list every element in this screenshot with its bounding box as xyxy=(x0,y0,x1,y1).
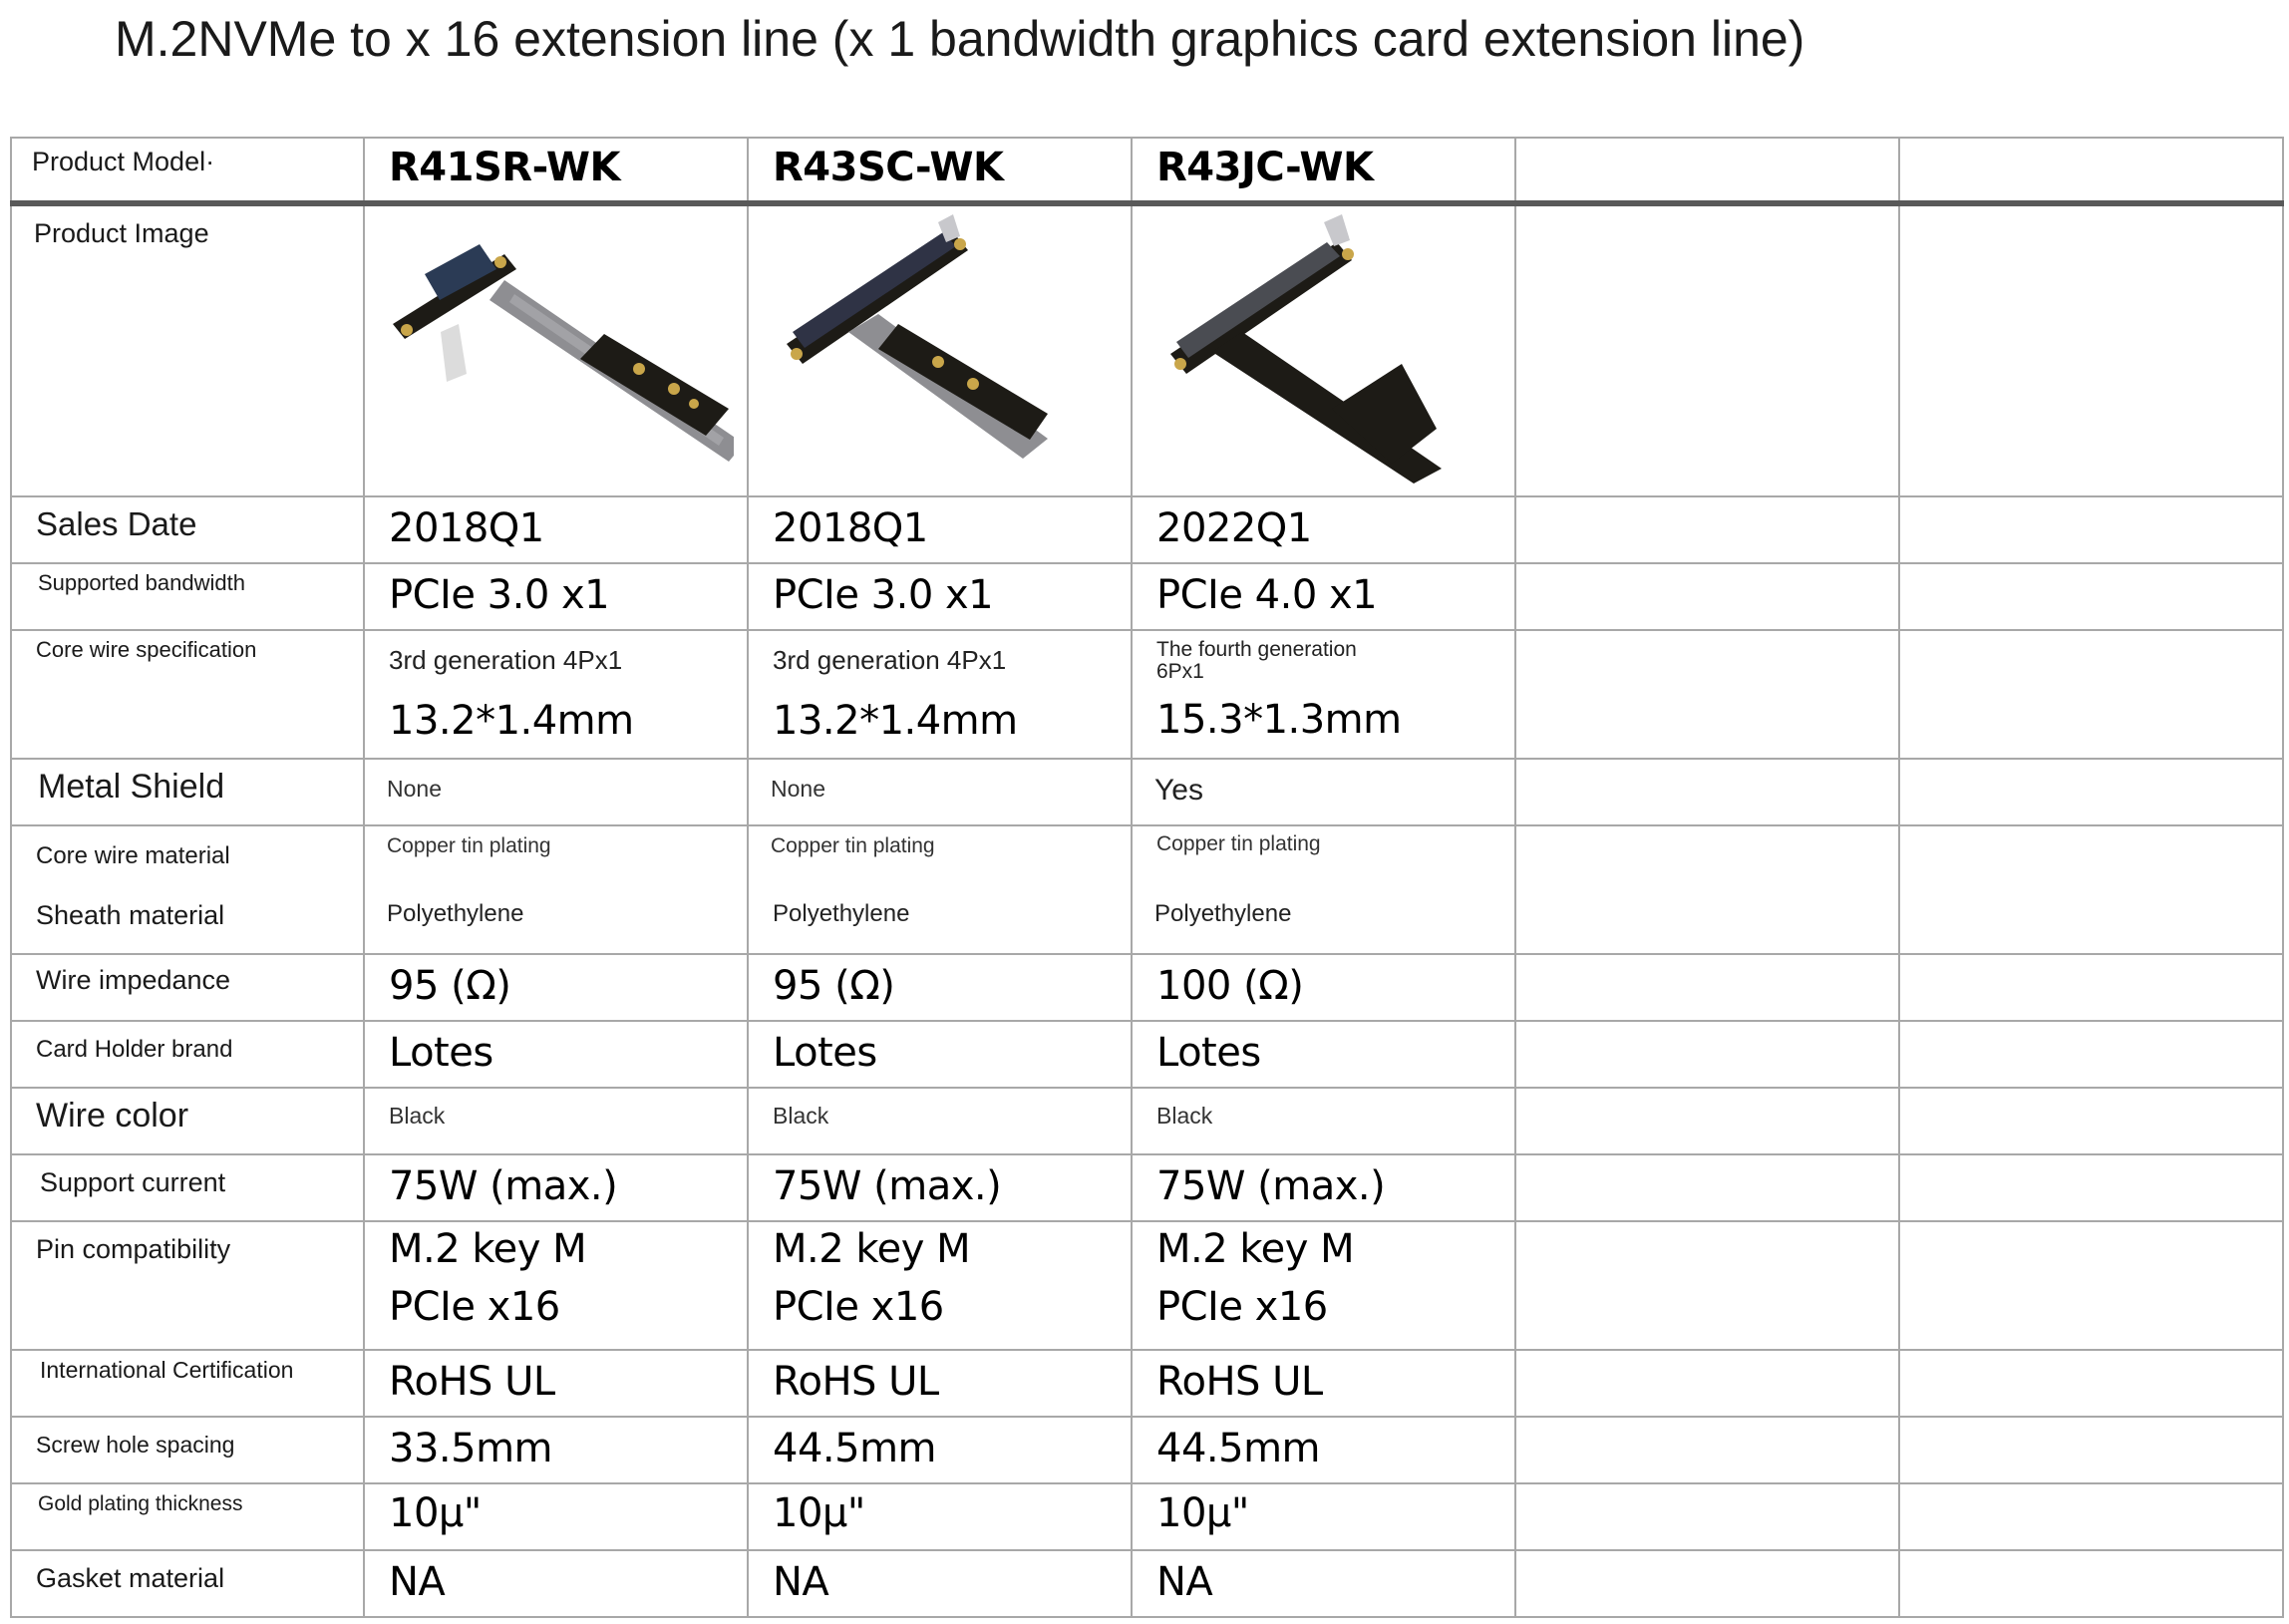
empty-cell xyxy=(1515,1088,1899,1154)
empty-cell xyxy=(1515,1483,1899,1550)
row-gold-plating-thickness xyxy=(11,1483,2283,1550)
certification-value: RoHS UL xyxy=(773,1359,939,1405)
value-cell xyxy=(1132,563,1515,630)
row-sales-date xyxy=(11,496,2283,563)
pin-compat-line-1: M.2 key M xyxy=(773,1226,971,1272)
value-cell xyxy=(748,1417,1132,1483)
label-cell xyxy=(11,825,364,954)
core-spec-desc: 3rd generation 4Px1 xyxy=(773,645,1007,675)
row-pin-compatibility xyxy=(11,1221,2283,1350)
row-label: Support current xyxy=(40,1167,226,1197)
value-cell xyxy=(1132,1021,1515,1088)
empty-cell xyxy=(1515,825,1899,954)
current-value: 75W (max.) xyxy=(773,1163,1002,1209)
label-cell xyxy=(11,1483,364,1550)
product-image-cell xyxy=(748,203,1132,496)
value-cell xyxy=(364,1088,748,1154)
pin-compat-line-1: M.2 key M xyxy=(389,1226,587,1272)
row-label: Core wire material xyxy=(36,842,230,869)
value-cell xyxy=(748,1550,1132,1617)
model-name: R43JC-WK xyxy=(1156,145,1374,190)
value-cell xyxy=(364,1221,748,1350)
pin-compat-line-1: M.2 key M xyxy=(1156,1226,1355,1272)
label-cell xyxy=(11,630,364,759)
empty-cell xyxy=(1899,1021,2283,1088)
value-cell xyxy=(1132,1350,1515,1417)
sheath-material-value: Polyethylene xyxy=(387,900,524,927)
value-cell xyxy=(748,630,1132,759)
pin-compat-line-2: PCIe x16 xyxy=(773,1284,944,1330)
product-cell xyxy=(1132,138,1515,203)
value-cell xyxy=(1132,1550,1515,1617)
value-cell xyxy=(364,496,748,563)
empty-cell xyxy=(1899,138,2283,203)
value-cell xyxy=(748,1088,1132,1154)
row-intl-certification xyxy=(11,1350,2283,1417)
core-spec-size: 13.2*1.4mm xyxy=(773,698,1018,744)
row-label: Sheath material xyxy=(36,900,225,930)
value-cell xyxy=(1132,1417,1515,1483)
value-cell xyxy=(364,630,748,759)
gasket-value: NA xyxy=(773,1559,829,1605)
current-value: 75W (max.) xyxy=(1156,1163,1386,1209)
model-name: R41SR-WK xyxy=(389,145,620,190)
page-title: M.2NVMe to x 16 extension line (x 1 bandwidth graphics card extension line) xyxy=(115,11,1805,67)
wire-color-value: Black xyxy=(773,1103,829,1129)
empty-cell xyxy=(1899,1417,2283,1483)
value-cell xyxy=(748,1221,1132,1350)
value-cell xyxy=(1132,825,1515,954)
empty-cell xyxy=(1899,1550,2283,1617)
bandwidth-value: PCIe 4.0 x1 xyxy=(1156,572,1378,618)
value-cell xyxy=(748,1021,1132,1088)
value-cell xyxy=(364,825,748,954)
core-spec-size: 13.2*1.4mm xyxy=(389,698,634,744)
gold-thickness-value: 10μ" xyxy=(773,1490,865,1536)
value-cell xyxy=(748,1154,1132,1221)
label-cell xyxy=(11,1088,364,1154)
value-cell xyxy=(1132,1154,1515,1221)
label-cell xyxy=(11,138,364,203)
row-screw-hole-spacing xyxy=(11,1417,2283,1483)
row-label: Product Image xyxy=(34,218,209,248)
row-label: Sales Date xyxy=(36,505,197,542)
row-wire-color xyxy=(11,1088,2283,1154)
gasket-value: NA xyxy=(389,1559,446,1605)
screw-spacing-value: 33.5mm xyxy=(389,1426,552,1471)
value-cell xyxy=(364,954,748,1021)
label-cell xyxy=(11,1350,364,1417)
row-supported-bandwidth xyxy=(11,563,2283,630)
sales-date-value: 2018Q1 xyxy=(773,505,928,551)
bandwidth-value: PCIe 3.0 x1 xyxy=(389,572,610,618)
row-label: Supported bandwidth xyxy=(38,570,245,595)
empty-cell xyxy=(1515,203,1899,496)
value-cell xyxy=(1132,954,1515,1021)
row-wire-impedance xyxy=(11,954,2283,1021)
metal-shield-value: None xyxy=(387,776,442,802)
empty-cell xyxy=(1515,1350,1899,1417)
empty-cell xyxy=(1515,1550,1899,1617)
row-label: Metal Shield xyxy=(38,768,225,806)
empty-cell xyxy=(1899,203,2283,496)
label-cell xyxy=(11,203,364,496)
card-holder-value: Lotes xyxy=(773,1030,877,1076)
row-label: Card Holder brand xyxy=(36,1036,233,1063)
core-spec-desc: 3rd generation 4Px1 xyxy=(389,645,623,675)
sheath-material-value: Polyethylene xyxy=(773,900,910,927)
empty-cell xyxy=(1899,759,2283,825)
empty-cell xyxy=(1515,496,1899,563)
value-cell xyxy=(1132,759,1515,825)
pin-compat-line-2: PCIe x16 xyxy=(1156,1284,1328,1330)
core-spec-desc: The fourth generation 6Px1 xyxy=(1156,638,1357,683)
label-cell xyxy=(11,1021,364,1088)
label-cell xyxy=(11,1550,364,1617)
empty-cell xyxy=(1515,563,1899,630)
value-cell xyxy=(748,1350,1132,1417)
screw-spacing-value: 44.5mm xyxy=(773,1426,936,1471)
empty-cell xyxy=(1899,1350,2283,1417)
empty-cell xyxy=(1899,1088,2283,1154)
gold-thickness-value: 10μ" xyxy=(389,1490,482,1536)
empty-cell xyxy=(1515,759,1899,825)
empty-cell xyxy=(1515,1021,1899,1088)
label-cell xyxy=(11,954,364,1021)
row-materials xyxy=(11,825,2283,954)
empty-cell xyxy=(1515,630,1899,759)
metal-shield-value: None xyxy=(771,776,825,802)
label-cell xyxy=(11,1417,364,1483)
value-cell xyxy=(364,1350,748,1417)
row-label: Wire color xyxy=(36,1097,189,1135)
value-cell xyxy=(1132,1221,1515,1350)
value-cell xyxy=(1132,496,1515,563)
card-holder-value: Lotes xyxy=(389,1030,493,1076)
impedance-value: 95 (Ω) xyxy=(389,963,511,1009)
value-cell xyxy=(364,1021,748,1088)
empty-cell xyxy=(1899,954,2283,1021)
product-image-r41sr xyxy=(385,214,734,484)
impedance-value: 100 (Ω) xyxy=(1156,963,1304,1009)
label-cell xyxy=(11,1154,364,1221)
row-label: Gasket material xyxy=(36,1563,225,1593)
product-image-cell xyxy=(364,203,748,496)
product-image-cell xyxy=(1132,203,1515,496)
row-label: Product Model· xyxy=(32,147,215,176)
pin-compat-line-2: PCIe x16 xyxy=(389,1284,560,1330)
row-label: Gold plating thickness xyxy=(38,1492,243,1515)
value-cell xyxy=(748,825,1132,954)
value-cell xyxy=(748,1483,1132,1550)
sales-date-value: 2022Q1 xyxy=(1156,505,1312,551)
product-cell xyxy=(364,138,748,203)
label-cell xyxy=(11,1221,364,1350)
value-cell xyxy=(364,1550,748,1617)
row-label: Wire impedance xyxy=(36,965,231,995)
empty-cell xyxy=(1899,1154,2283,1221)
value-cell xyxy=(748,496,1132,563)
row-gasket-material xyxy=(11,1550,2283,1617)
value-cell xyxy=(364,1417,748,1483)
current-value: 75W (max.) xyxy=(389,1163,618,1209)
row-card-holder-brand xyxy=(11,1021,2283,1088)
value-cell xyxy=(748,954,1132,1021)
label-cell xyxy=(11,563,364,630)
empty-cell xyxy=(1899,1221,2283,1350)
value-cell xyxy=(748,563,1132,630)
model-name: R43SC-WK xyxy=(773,145,1004,190)
empty-cell xyxy=(1515,954,1899,1021)
empty-cell xyxy=(1899,563,2283,630)
screw-spacing-value: 44.5mm xyxy=(1156,1426,1320,1471)
empty-cell xyxy=(1899,1483,2283,1550)
label-cell xyxy=(11,759,364,825)
row-support-current xyxy=(11,1154,2283,1221)
row-product-image xyxy=(11,203,2283,496)
core-wire-material-value: Copper tin plating xyxy=(771,834,935,857)
row-label: Screw hole spacing xyxy=(36,1432,235,1458)
sales-date-value: 2018Q1 xyxy=(389,505,544,551)
empty-cell xyxy=(1515,1417,1899,1483)
empty-cell xyxy=(1899,630,2283,759)
core-wire-material-value: Copper tin plating xyxy=(1156,832,1321,855)
gasket-value: NA xyxy=(1156,1559,1213,1605)
row-metal-shield xyxy=(11,759,2283,825)
row-label: Core wire specification xyxy=(36,637,257,662)
gold-thickness-value: 10μ" xyxy=(1156,1490,1249,1536)
row-core-wire-spec xyxy=(11,630,2283,759)
row-label: International Certification xyxy=(40,1357,294,1383)
value-cell xyxy=(748,759,1132,825)
bandwidth-value: PCIe 3.0 x1 xyxy=(773,572,994,618)
empty-cell xyxy=(1515,1221,1899,1350)
product-image-r43sc xyxy=(769,214,1118,484)
product-image-r43jc xyxy=(1152,214,1501,484)
value-cell xyxy=(1132,1483,1515,1550)
label-cell xyxy=(11,496,364,563)
wire-color-value: Black xyxy=(1156,1103,1213,1129)
empty-cell xyxy=(1899,825,2283,954)
core-spec-size: 15.3*1.3mm xyxy=(1156,697,1402,743)
row-label: Pin compatibility xyxy=(36,1234,231,1264)
spec-table xyxy=(10,137,2284,1618)
empty-cell xyxy=(1899,496,2283,563)
card-holder-value: Lotes xyxy=(1156,1030,1261,1076)
core-wire-material-value: Copper tin plating xyxy=(387,834,551,857)
value-cell xyxy=(1132,630,1515,759)
value-cell xyxy=(364,759,748,825)
sheath-material-value: Polyethylene xyxy=(1154,900,1292,927)
product-cell xyxy=(748,138,1132,203)
empty-cell xyxy=(1515,1154,1899,1221)
value-cell xyxy=(1132,1088,1515,1154)
row-product-model xyxy=(11,138,2283,203)
empty-cell xyxy=(1515,138,1899,203)
wire-color-value: Black xyxy=(389,1103,446,1129)
certification-value: RoHS UL xyxy=(1156,1359,1323,1405)
metal-shield-value: Yes xyxy=(1154,774,1203,807)
impedance-value: 95 (Ω) xyxy=(773,963,895,1009)
certification-value: RoHS UL xyxy=(389,1359,555,1405)
value-cell xyxy=(364,563,748,630)
value-cell xyxy=(364,1154,748,1221)
value-cell xyxy=(364,1483,748,1550)
